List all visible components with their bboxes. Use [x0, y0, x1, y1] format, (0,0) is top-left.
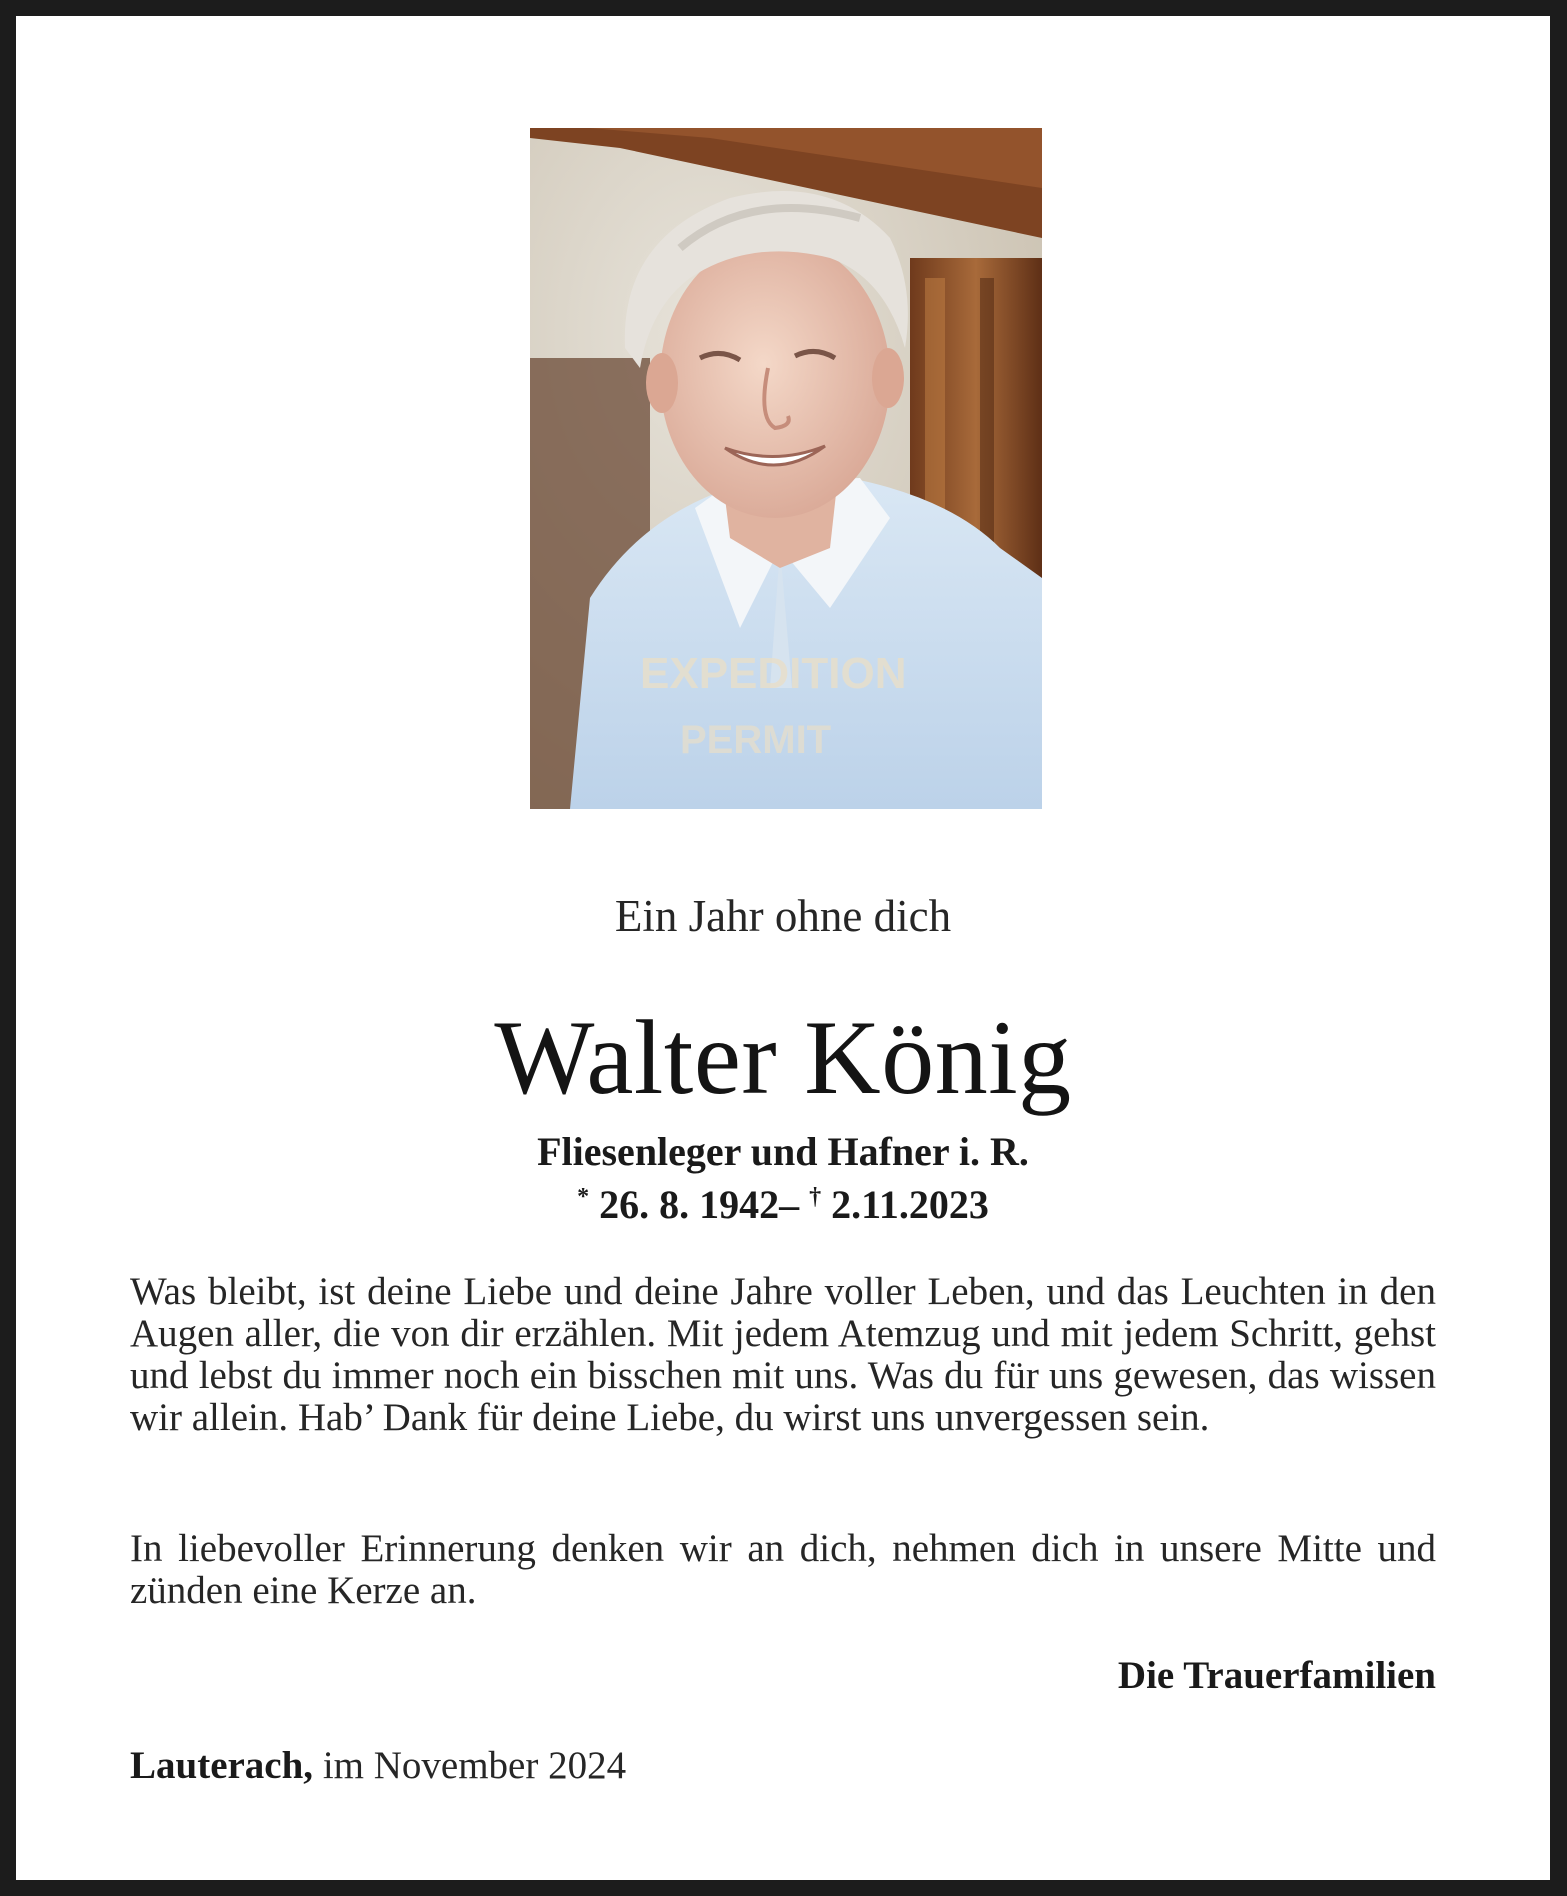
memorial-paragraph: In liebevoller Erinnerung denken wir an dich, nehmen dich in unsere Mitte und zünden eine Kerze an. — [130, 1527, 1436, 1612]
place-date-line — [130, 1743, 626, 1789]
signature-line: Die Trauerfamilien — [1117, 1654, 1436, 1697]
deceased-name: Walter König — [494, 999, 1072, 1116]
memorial-lead-text: Ein Jahr ohne dich — [614, 891, 952, 941]
svg-text:PERMIT: PERMIT — [680, 718, 832, 762]
svg-text:EXPEDITION: EXPEDITION — [640, 649, 907, 698]
death-symbol: † — [809, 1184, 822, 1210]
portrait-illustration — [530, 128, 1042, 809]
birth-date: 26. 8. 1942 — [599, 1182, 780, 1227]
occupation-line: Fliesenleger und Hafner i. R. — [537, 1129, 1029, 1174]
birth-symbol: * — [577, 1184, 590, 1210]
notice-date: im November 2024 — [322, 1744, 627, 1787]
portrait-photo — [530, 128, 1042, 809]
obituary-card — [16, 16, 1550, 1880]
death-date: 2.11.2023 — [831, 1182, 989, 1227]
memorial-paragraph: Was bleibt, ist deine Liebe und deine Jahre voller Leben, und das Leuchten in den Augen aller, die von dir erzählen. Mit jedem Atemzug und mit jedem Schritt, gehst und lebst du immer noch ein bisschen mit uns. Was du für uns gewesen, das wissen wir allein. Hab’ Dank für deine Liebe, du wirst uns unvergessen sein. — [130, 1270, 1436, 1439]
life-dates — [16, 1174, 1550, 1228]
place-name: Lauterach, — [130, 1744, 314, 1787]
date-separator: – — [779, 1182, 800, 1227]
